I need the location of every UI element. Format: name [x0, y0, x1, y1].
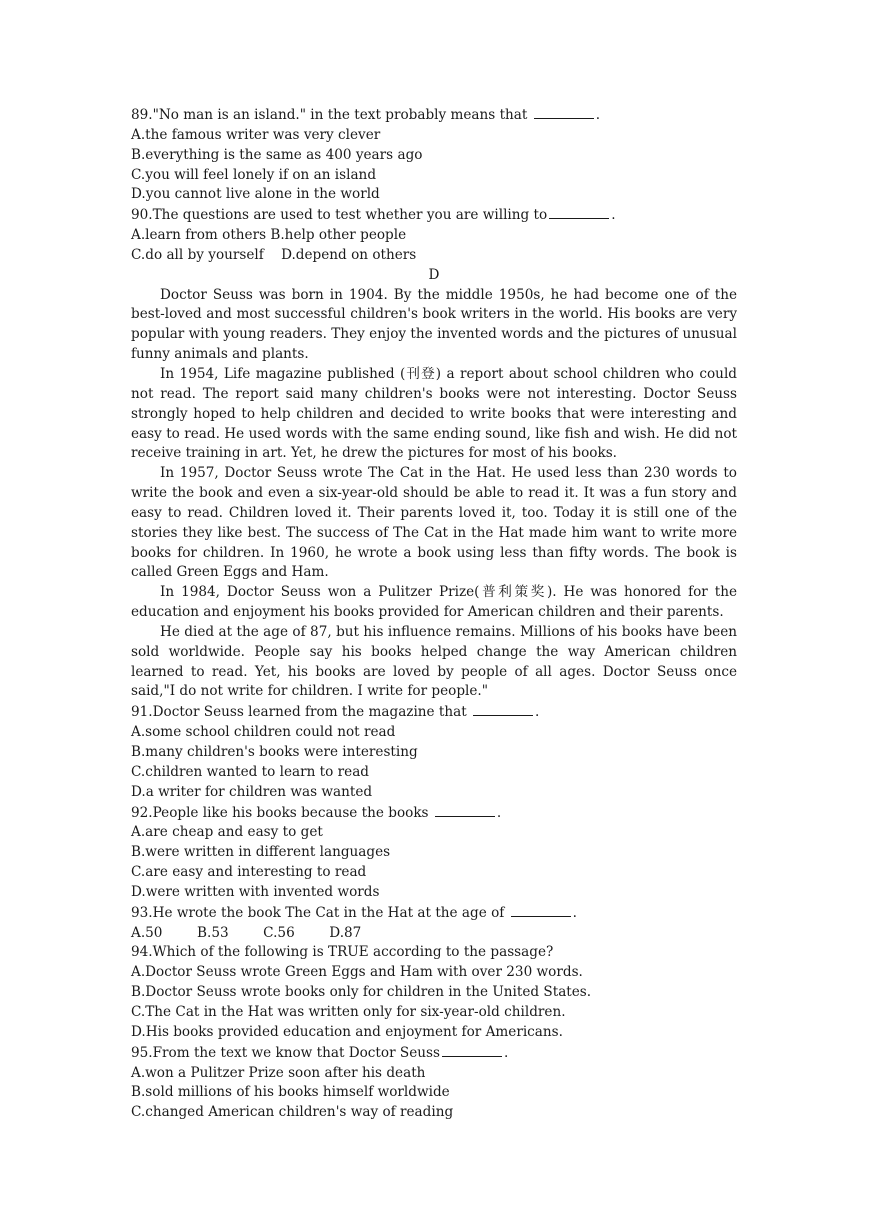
option-b: B.Doctor Seuss wrote books only for children in the United States. — [131, 984, 592, 1001]
option-c: C.you will feel lonely if on an island — [131, 166, 377, 183]
question-stem: 95.From the text we know that Doctor Seuss . — [131, 1044, 509, 1061]
option-d: D.were written with invented words — [131, 883, 380, 900]
answer-blank — [442, 1043, 502, 1057]
option-d: D.His books provided education and enjoyment for Americans. — [131, 1023, 563, 1040]
answer-blank — [549, 205, 609, 219]
question-stem: 91.Doctor Seuss learned from the magazine that . — [131, 704, 540, 721]
passage-paragraph-1: Doctor Seuss was born in 1904. By the middle 1950s, he had become one of the best-loved and most successful children's book writers in the world. His books are very popular with young readers. They enjoy the invented words and the pictures of unusual funny animals and plants. — [131, 286, 737, 363]
question-stem: 93.He wrote the book The Cat in the Hat at the age of . — [131, 904, 577, 921]
option-c: C.The Cat in the Hat was written only for six-year-old children. — [131, 1003, 566, 1020]
option-a: A.are cheap and easy to get — [131, 824, 323, 841]
option-c: C.children wanted to learn to read — [131, 763, 370, 780]
option-d: D.you cannot live alone in the world — [131, 186, 380, 203]
section-heading: D — [428, 266, 440, 283]
option-b: B.were written in different languages — [131, 844, 391, 861]
option-b: B.many children's books were interesting — [131, 744, 418, 760]
option-row-ab: A.learn from others B.help other people — [131, 227, 407, 244]
option-c: C.are easy and interesting to read — [131, 864, 367, 881]
option-a: A.the famous writer was very clever — [131, 126, 381, 143]
option-a: A.won a Pulitzer Prize soon after his death — [131, 1064, 426, 1081]
option-b: B.sold millions of his books himself worldwide — [131, 1084, 450, 1101]
question-95 — [131, 1043, 737, 1123]
question-stem: 90.The questions are used to test whether you are willing to . — [131, 207, 616, 224]
question-89 — [131, 105, 737, 205]
question-92 — [131, 803, 737, 903]
passage-paragraph-4: In 1984, Doctor Seuss won a Pulitzer Prize(普利策奖). He was honored for the education and enjoyment his books provided for American children and their parents. — [131, 584, 737, 621]
question-93 — [131, 903, 737, 944]
question-stem: 92.People like his books because the books . — [131, 804, 502, 821]
option-d: D.a writer for children was wanted — [131, 783, 373, 800]
option-a: A.some school children could not read — [131, 724, 396, 741]
answer-blank — [435, 803, 495, 817]
question-stem: 94.Which of the following is TRUE according to the passage? — [131, 944, 554, 961]
answer-blank — [511, 903, 571, 917]
question-stem: 89."No man is an island." in the text probably means that . — [131, 107, 601, 123]
option-b: B.everything is the same as 400 years ago — [131, 146, 423, 163]
option-row: A.50 B.53 C.56 D.87 — [131, 924, 362, 941]
passage — [131, 286, 737, 703]
question-91 — [131, 702, 737, 802]
option-a: A.Doctor Seuss wrote Green Eggs and Ham with over 230 words. — [131, 964, 583, 981]
question-90 — [131, 205, 737, 266]
answer-blank — [473, 702, 533, 716]
answer-blank — [534, 105, 594, 119]
passage-paragraph-3: In 1957, Doctor Seuss wrote The Cat in the Hat. He used less than 230 words to write the book and even a six-year-old should be able to read it. It was a fun story and easy to read. Children loved it. Their parents loved it, too. Today it is still one of the stories they like best. The success of The Cat in the Hat made him want to write more books for children. In 1960, he wrote a book using less than fifty words. The book is called Green Eggs and Ham. — [131, 465, 737, 581]
document-page — [131, 105, 737, 1123]
passage-paragraph-5: He died at the age of 87, but his influence remains. Millions of his books have been sold worldwide. People say his books helped change the way American children learned to read. Yet, his books are loved by people of all ages. Doctor Seuss once said,"I do not write for children. I write for people." — [131, 623, 737, 700]
passage-paragraph-2: In 1954, Life magazine published (刊登) a report about school children who could not read. The report said many children's books were not interesting. Doctor Seuss strongly hoped to help children and decided to write books that were interesting and easy to read. He used words with the same ending sound, like fish and wish. He did not receive training in art. Yet, he drew the pictures for most of his books. — [131, 365, 737, 462]
option-c: C.changed American children's way of reading — [131, 1104, 454, 1121]
option-row-cd: C.do all by yourself D.depend on others — [131, 246, 417, 263]
question-94 — [131, 943, 737, 1042]
